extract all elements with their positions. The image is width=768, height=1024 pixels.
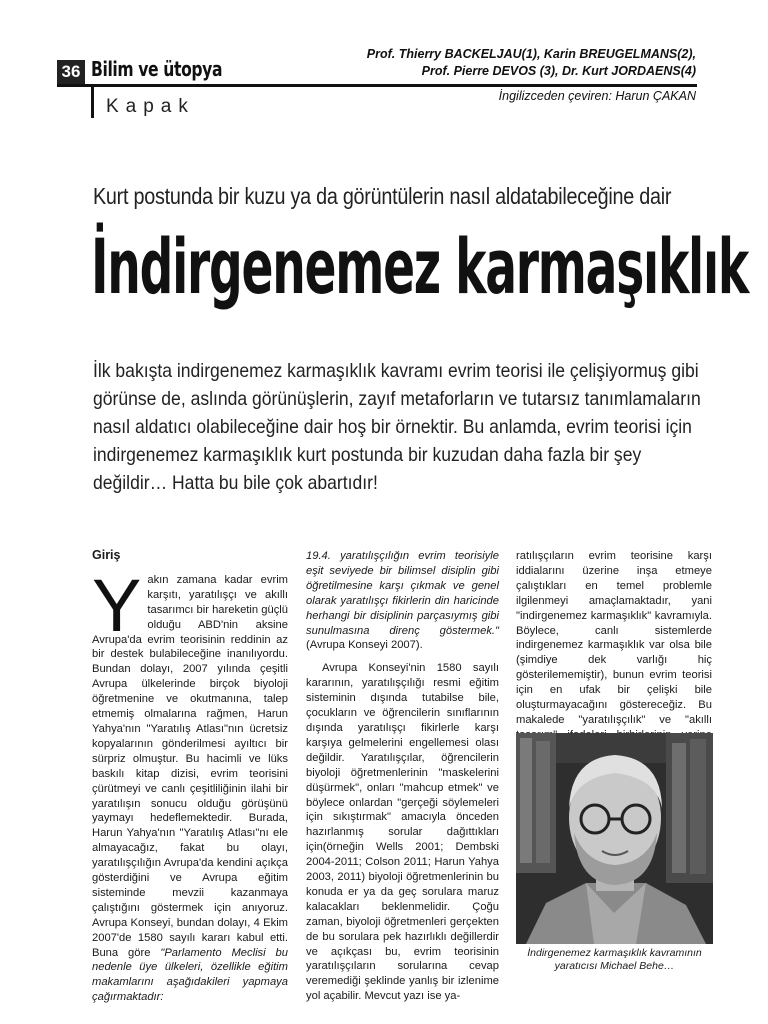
authors-line-1: Prof. Thierry BACKELJAU(1), Karin BREUGELMANS(2), bbox=[366, 47, 696, 61]
authors-line-2: Prof. Pierre DEVOS (3), Dr. Kurt JORDAENS(4) bbox=[421, 64, 696, 78]
caption-line-2: yaratıcısı Michael Behe… bbox=[554, 960, 675, 972]
caption-line-1: İndirgenemez karmaşıklık kavramının bbox=[527, 947, 702, 959]
section-heading: Giriş bbox=[92, 548, 121, 562]
col2-quote-paragraph bbox=[306, 549, 499, 653]
section-bar bbox=[91, 84, 94, 118]
column-2 bbox=[306, 549, 499, 1004]
article-intro bbox=[93, 357, 701, 497]
intro-text: İlk bakışta indirgenemez karmaşıklık kavramı evrim teorisi ile çelişiyormuş gibi görünse de, aslında görünüşlerin, zayıf metaforların ve tutarsız tanımlamaların nasıl aldatıcı olabileceğine dair hoş bir örnektir. Bu anlamda, evrim teorisi için indirgenemez karmaşıklık kurt postunda bir kuzudan daha fazla bir şey değildir… Hatta bu bile çok abartıdır! bbox=[93, 360, 701, 494]
header-rule bbox=[57, 84, 697, 87]
author-list bbox=[367, 46, 696, 80]
column-3 bbox=[516, 549, 712, 758]
page-number: 36 bbox=[57, 60, 85, 84]
col1-paragraph bbox=[92, 563, 288, 1005]
column-1 bbox=[92, 548, 288, 1005]
col2-quote: 19.4. yaratılışçılığın evrim teorisiyle eşit seviyede bir bilimsel disiplin gibi öğretilmesine karşı çıkmak ve genel olarak yaratılışçı fikirlerin din haricinde herhangi bir disiplinin parçasıymış gibi sunulmasına direnç göstermek." bbox=[306, 550, 499, 637]
col2-citation: (Avrupa Konseyi 2007). bbox=[306, 639, 423, 652]
portrait-image bbox=[516, 733, 713, 944]
magazine-title: Bilim ve ütopya bbox=[91, 57, 223, 81]
section-label: Kapak bbox=[106, 96, 195, 117]
col1-text: akın zamana kadar evrim karşıtı, yaratılışçı ve akıllı tasarımcı bir hareketin güçlü olduğu ABD'nin aksine Avrupa'da evrim teorisinin reddinin az bir destek bulabileceğine inanılıyordu. Bundan dolayı, 2007 yılında çeşitli Avrupa ülkelerinde birçok biyoloji öğretmenine ve okutmanına, talep etmemiş olmalarına rağmen, Harun Yahya'nın "Yaratılış Atlası"nın ücretsiz kopyalarının gönderilmesi ayıltıcı bir sürpriz olmuştur. Bu hacimli ve lüks baskılı kitap dizisi, evrim teorisini çürütmeyi ve canlı çeşitliliğinin ilahi bir yaratılışın sonucu olduğu görüşünü yaymayı hedeflemektedir. Burada, Harun Yahya'nın "Yaratılış Atlası"nı ele almayacağız, fakat bu olayı, yaratılışçılığın Avrupa'da kendini açıkça gösterdiğini ve Avrupa eğitim sisteminde mevzii kazanmaya çalıştığını göstermek için anıyoruz. Avrupa Konseyi, bundan dolayı, 4 Ekim 2007'de 1580 sayılı kararı kabul etti. Buna göre bbox=[92, 573, 288, 959]
drop-cap: Y bbox=[92, 563, 142, 647]
article-title: İndirgenemez karmaşıklık bbox=[91, 222, 748, 311]
translator-credit: İngilizceden çeviren: Harun ÇAKAN bbox=[498, 89, 696, 103]
col3-paragraph: ratılışçıların evrim teorisine karşı iddialarını üzerine inşa etmeye çalıştıkları en temel problemle ilgilenmeyi amaçlamaktadır, yani "indirgenemez karmaşıklık" kavramıyla. Böylece, canlı sistemlerde indirgenemez karmaşıklık var olsa bile (şimdiye dek varlığı hiç gösterilememiştir), bunun evrim teorisi için en ufak bir çelişki bile oluşturmayacağını göstereceğiz. Bu makalede "yaratılışçılık" ve "akıllı bbox=[516, 550, 712, 726]
col1-quote: "Parlamento Meclisi bu nedenle üye ülkeleri, özellikle eğitim makamlarını aşağıdakileri yapmaya çağırmaktadır: bbox=[92, 946, 288, 1004]
col2-paragraph: Avrupa Konseyi'nin 1580 sayılı kararının, yaratılışçılığı resmi eğitim sisteminin dışında tutabilse bile, çocukların ve öğrencilerin sınıflarının dışında yaratılışçı fikirlerle karşı karşıya gelmelerini engellemesi olası değildir. Yaratılışçılar, öğrencilerin biyoloji öğretmenlerinin "maskelerini düşürmek", onları "mahcup etmek" ve böylece onlardan "gerçeği söylemeleri için sıkıştırmak" amacıyla önceden hazırlanmış sorular dağıttıkları için(örneğin Wells 2001; Dembski 2004-2011; Colson 2011; Harun Yahya 2003, 2011) biyoloji öğretmenlerinin bu konuda er ya da geç sorulara maruz kalacakları beklenmelidir. Çoğu zaman, biyoloji öğretmenleri gerçekten de bu sorulara pek hazırlıklı değillerdir ve açıkçası bu, evrim teorisinin yaratılışçıların sorularına cevap veremediği şeklinde yanlış bir izlenime yol açabilir. Mevcut yazı ise ya- bbox=[306, 662, 499, 1003]
photo-caption bbox=[516, 947, 713, 973]
author-photo bbox=[516, 733, 713, 944]
article-subtitle: Kurt postunda bir kuzu ya da görüntülerin nasıl aldatabileceğine dair bbox=[93, 183, 672, 209]
